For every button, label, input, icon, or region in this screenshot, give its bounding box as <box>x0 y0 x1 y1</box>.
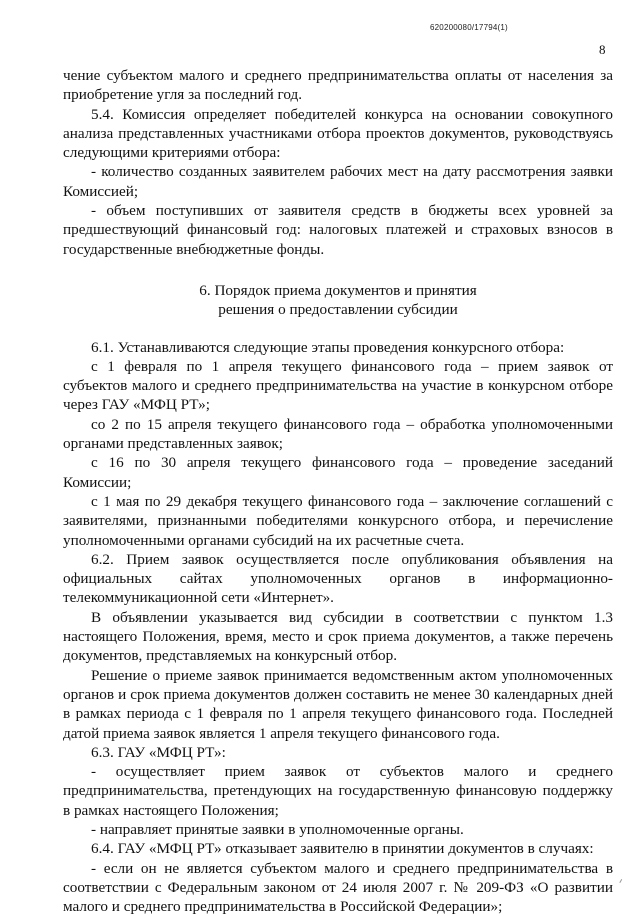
paragraph-continued: чение субъектом малого и среднего предпринимательства оплаты от населения за приобретение угля за последний год. <box>63 67 613 104</box>
refusal-case-1: - если он не является субъектом малого и среднего предпринимательства в соответствии с Федеральным законом от 24 июля 2007 г. № 209-ФЗ «О развитии малого и среднего предпринимательства в Российской Федерации»; <box>63 859 613 916</box>
page-number: 8 <box>599 42 606 57</box>
paragraph-decision: Решение о приеме заявок принимается ведомственным актом уполномоченных органов и срок приема документов должен составить не менее 30 календарных дней в рамках периода с 1 февраля по 1 апреля текущего финансового года. Последней датой приема заявок является 1 апреля текущего финансового года. <box>63 666 613 742</box>
mfc-duty-1: - осуществляет прием заявок от субъектов малого и среднего предпринимательства, претендующих на государственную финансовую поддержку в рамках настоящего Положения; <box>63 763 613 819</box>
scan-mark <box>619 879 625 885</box>
paragraph-6-3: 6.3. ГАУ «МФЦ РТ»: <box>91 743 226 761</box>
paragraph-6-4: 6.4. ГАУ «МФЦ РТ» отказывает заявителю в принятии документов в случаях: <box>91 840 594 858</box>
stage-2: со 2 по 15 апреля текущего финансового года – обработка уполномоченными органами представленных заявок; <box>63 415 613 453</box>
paragraph-announcement: В объявлении указывается вид субсидии в соответствии с пунктом 1.3 настоящего Положения, время, место и срок приема документов, а также перечень документов, представляемых на конкурсный отбор. <box>63 608 613 665</box>
paragraph-6-2: 6.2. Прием заявок осуществляется после опубликования объявления на официальных сайтах уполномоченных органов в информационно-телекоммуникационной сети «Интернет». <box>63 550 613 607</box>
stage-3: с 16 по 30 апреля текущего финансового года – проведение заседаний Комиссии; <box>63 454 613 491</box>
criterion-funds: - объем поступивших от заявителя средств в бюджеты всех уровней за предшествующий финансовый год: налоговых платежей и страховых взносов в государственные внебюджетные фонды. <box>63 202 613 258</box>
document-body <box>63 66 613 916</box>
section-heading-line-2: решения о предоставлении субсидии <box>218 301 458 319</box>
section-heading-line-1: 6. Порядок приема документов и принятия <box>199 281 477 299</box>
paragraph-5-4: 5.4. Комиссия определяет победителей конкурса на основании совокупного анализа представленных участниками отбора проектов документов, руководствуясь следующими критериями отбора: <box>63 105 613 162</box>
stage-4: с 1 мая по 29 декабря текущего финансового года – заключение соглашений с заявителями, признанными победителями конкурсного отбора, и перечисление уполномоченными органами субсидий на их расчетные счета. <box>63 492 613 549</box>
document-id: 620200080/17794(1) <box>430 23 508 32</box>
section-6-heading <box>63 281 613 320</box>
stage-1: с 1 февраля по 1 апреля текущего финансового года – прием заявок от субъектов малого и среднего предпринимательства на участие в конкурсном отборе через ГАУ «МФЦ РТ»; <box>63 357 613 414</box>
paragraph-6-1: 6.1. Устанавливаются следующие этапы проведения конкурсного отбора: <box>91 338 565 356</box>
criterion-jobs: - количество созданных заявителем рабочих мест на дату рассмотрения заявки Комиссией; <box>63 163 613 200</box>
mfc-duty-2: - направляет принятые заявки в уполномоченные органы. <box>91 820 464 838</box>
